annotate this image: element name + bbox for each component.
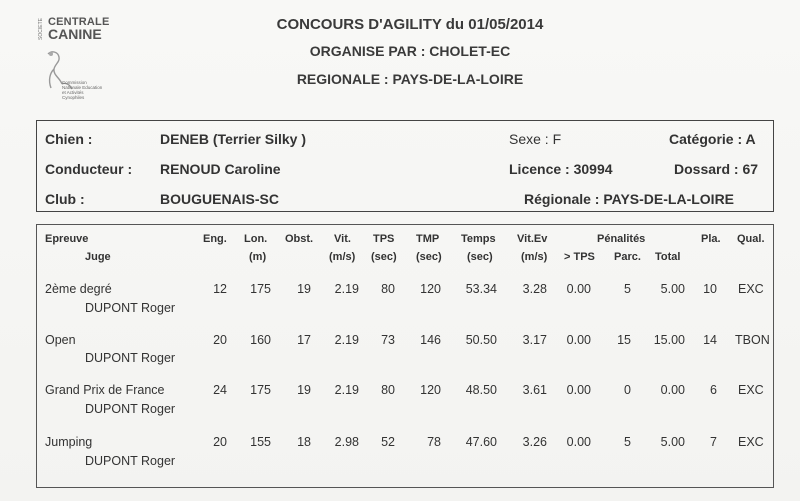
chien-label: Chien : <box>45 131 93 147</box>
pen-total-cell: 15.00 <box>653 333 685 347</box>
results-table <box>36 224 774 488</box>
col-temps: Temps <box>461 233 496 245</box>
tps-cell: 73 <box>381 333 395 347</box>
col-tmp: TMP <box>416 233 440 245</box>
vit-cell: 2.19 <box>334 333 359 347</box>
vit-cell: 2.19 <box>334 383 359 397</box>
logo-subtitle: Commission Nationale Education et Activités Cynophiles <box>62 80 103 100</box>
tmp-cell: 146 <box>420 333 441 347</box>
club-value: BOUGUENAIS-SC <box>160 191 280 207</box>
eng-cell: 20 <box>213 333 227 347</box>
col-lon-unit: (m) <box>249 251 267 263</box>
pen-parc-cell: 5 <box>624 435 631 449</box>
col-obst: Obst. <box>285 233 314 245</box>
col-qual: Qual. <box>737 233 765 245</box>
juge-cell: DUPONT Roger <box>85 454 176 468</box>
pla-cell: 6 <box>710 383 717 397</box>
col-eng: Eng. <box>203 233 227 245</box>
col-tps-unit: (sec) <box>371 251 397 263</box>
temps-cell: 47.60 <box>465 435 497 449</box>
qual-cell: EXC <box>738 383 764 397</box>
pen-total-cell: 5.00 <box>660 282 685 296</box>
epreuve-cell: Jumping <box>45 435 93 449</box>
sexe: Sexe : F <box>509 131 562 147</box>
col-vitev: Vit.Ev <box>517 233 548 245</box>
logo-line1: CENTRALE <box>48 16 110 28</box>
conducteur-label: Conducteur : <box>45 161 133 177</box>
region: REGIONALE : PAYS-DE-LA-LOIRE <box>296 71 524 87</box>
pen-total-cell: 5.00 <box>660 435 685 449</box>
juge-cell: DUPONT Roger <box>85 301 176 315</box>
dog-info-box <box>36 120 774 212</box>
col-juge: Juge <box>85 251 111 263</box>
eng-cell: 20 <box>213 435 227 449</box>
club-label: Club : <box>45 191 85 207</box>
col-pla: Pla. <box>701 233 721 245</box>
lon-cell: 175 <box>250 383 271 397</box>
lon-cell: 160 <box>250 333 271 347</box>
vitev-cell: 3.26 <box>522 435 547 449</box>
obst-cell: 19 <box>297 282 311 296</box>
vitev-cell: 3.61 <box>522 383 547 397</box>
col-vitev-unit: (m/s) <box>521 251 548 263</box>
pen-parc-cell: 15 <box>617 333 631 347</box>
pen-parc-cell: 5 <box>624 282 631 296</box>
tps-cell: 52 <box>381 435 395 449</box>
obst-cell: 19 <box>297 383 311 397</box>
col-lon: Lon. <box>244 233 268 245</box>
categorie: Catégorie : A <box>669 131 756 147</box>
col-vit: Vit. <box>334 233 351 245</box>
vit-cell: 2.98 <box>334 435 359 449</box>
organizer: ORGANISE PAR : CHOLET-EC <box>309 43 511 59</box>
col-epreuve: Epreuve <box>45 233 89 245</box>
temps-cell: 50.50 <box>465 333 497 347</box>
epreuve-cell: 2ème degré <box>45 282 112 296</box>
pen-tps-cell: 0.00 <box>566 282 591 296</box>
obst-cell: 18 <box>297 435 311 449</box>
temps-cell: 48.50 <box>465 383 497 397</box>
dossard: Dossard : 67 <box>674 161 759 177</box>
col-vit-unit: (m/s) <box>329 251 356 263</box>
pen-total-cell: 0.00 <box>660 383 685 397</box>
contest-title: CONCOURS D'AGILITY du 01/05/2014 <box>276 16 544 33</box>
juge-cell: DUPONT Roger <box>85 351 176 365</box>
col-pen-parc: Parc. <box>614 251 641 263</box>
scc-logo <box>38 16 110 112</box>
pen-tps-cell: 0.00 <box>566 333 591 347</box>
vitev-cell: 3.17 <box>522 333 547 347</box>
col-tps: TPS <box>373 233 395 245</box>
pla-cell: 7 <box>710 435 717 449</box>
temps-cell: 53.34 <box>465 282 497 296</box>
pen-parc-cell: 0 <box>624 383 631 397</box>
tmp-cell: 120 <box>420 282 441 296</box>
qual-cell: EXC <box>738 282 764 296</box>
col-tmp-unit: (sec) <box>416 251 442 263</box>
conducteur-value: RENOUD Caroline <box>160 161 281 177</box>
epreuve-cell: Grand Prix de France <box>45 383 165 397</box>
lon-cell: 175 <box>250 282 271 296</box>
tps-cell: 80 <box>381 383 395 397</box>
vit-cell: 2.19 <box>334 282 359 296</box>
logo-line2: CANINE <box>48 26 102 42</box>
regionale: Régionale : PAYS-DE-LA-LOIRE <box>524 191 735 207</box>
pla-cell: 10 <box>703 282 717 296</box>
tps-cell: 80 <box>381 282 395 296</box>
qual-cell: EXC <box>738 435 764 449</box>
col-pen-tps: > TPS <box>564 251 595 263</box>
lon-cell: 155 <box>250 435 271 449</box>
qual-cell: TBON <box>735 333 770 347</box>
logo-side-text: SOCIETE <box>38 18 44 40</box>
tmp-cell: 78 <box>427 435 441 449</box>
licence: Licence : 30994 <box>509 161 613 177</box>
eng-cell: 24 <box>213 383 227 397</box>
chien-value: DENEB (Terrier Silky ) <box>160 131 307 147</box>
juge-cell: DUPONT Roger <box>85 402 176 416</box>
obst-cell: 17 <box>297 333 311 347</box>
epreuve-cell: Open <box>45 333 76 347</box>
col-penalites: Pénalités <box>597 233 646 245</box>
pen-tps-cell: 0.00 <box>566 435 591 449</box>
col-pen-total: Total <box>655 251 681 263</box>
col-temps-unit: (sec) <box>467 251 493 263</box>
eng-cell: 12 <box>213 282 227 296</box>
pla-cell: 14 <box>703 333 717 347</box>
pen-tps-cell: 0.00 <box>566 383 591 397</box>
tmp-cell: 120 <box>420 383 441 397</box>
vitev-cell: 3.28 <box>522 282 547 296</box>
